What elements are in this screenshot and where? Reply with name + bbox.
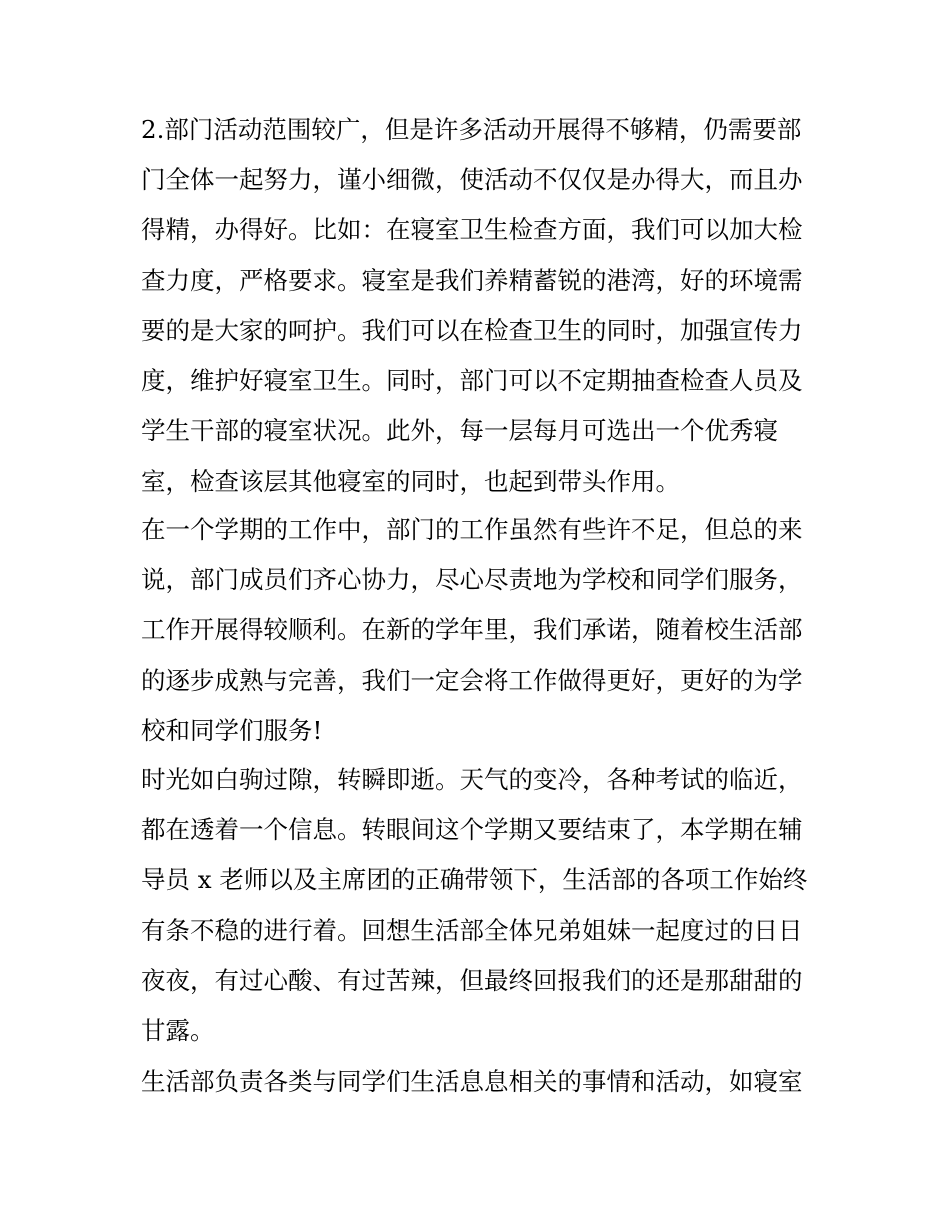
paragraph-2-line-1: 在一个学期的工作中，部门的工作虽然有些许不足，但总的来 [141,515,803,544]
paragraph-2-line-3: 工作开展得较顺利。在新的学年里，我们承诺，随着校生活部 [141,615,803,644]
paragraph-3-line-6: 甘露。 [141,1016,215,1045]
paragraph-3-line-5: 夜夜，有过心酸、有过苦辣，但最终回报我们的还是那甜甜的 [141,966,803,995]
paragraph-1-line-7: 学生干部的寝室状况。此外，每一层每月可选出一个优秀寝 [141,416,778,445]
paragraph-3-line-4: 有条不稳的进行着。回想生活部全体兄弟姐妹一起度过的日日 [141,916,803,945]
paragraph-3-line-2: 都在透着一个信息。转眼间这个学期又要结束了，本学期在辅 [141,815,803,844]
paragraph-1-line-1: 2.部门活动范围较广，但是许多活动开展得不够精，仍需要部 [141,115,802,144]
paragraph-2-line-4: 的逐步成熟与完善，我们一定会将工作做得更好，更好的为学 [141,666,803,695]
paragraph-1-line-3: 得精，办得好。比如：在寝室卫生检查方面，我们可以加大检 [141,215,803,244]
paragraph-4-line-1: 生活部负责各类与同学们生活息息相关的事情和活动，如寝室 [141,1067,803,1096]
paragraph-1-line-8: 室，检查该层其他寝室的同时，也起到带头作用。 [141,467,680,496]
paragraph-2-line-2: 说，部门成员们齐心协力，尽心尽责地为学校和同学们服务， [141,565,803,594]
paragraph-1-line-6: 度，维护好寝室卫生。同时，部门可以不定期抽查检查人员及 [141,366,803,395]
paragraph-1-line-5: 要的是大家的呵护。我们可以在检查卫生的同时，加强宣传力 [141,316,803,345]
paragraph-3-line-1: 时光如白驹过隙，转瞬即逝。天气的变冷，各种考试的临近， [141,765,803,794]
paragraph-1-line-4: 查力度，严格要求。寝室是我们养精蓄锐的港湾，好的环境需 [141,266,803,295]
paragraph-3-line-3: 导员 x 老师以及主席团的正确带领下，生活部的各项工作始终 [141,865,808,894]
paragraph-2-line-5: 校和同学们服务! [141,716,323,745]
paragraph-1-line-2: 门全体一起努力，谨小细微，使活动不仅仅是办得大，而且办 [141,165,803,194]
